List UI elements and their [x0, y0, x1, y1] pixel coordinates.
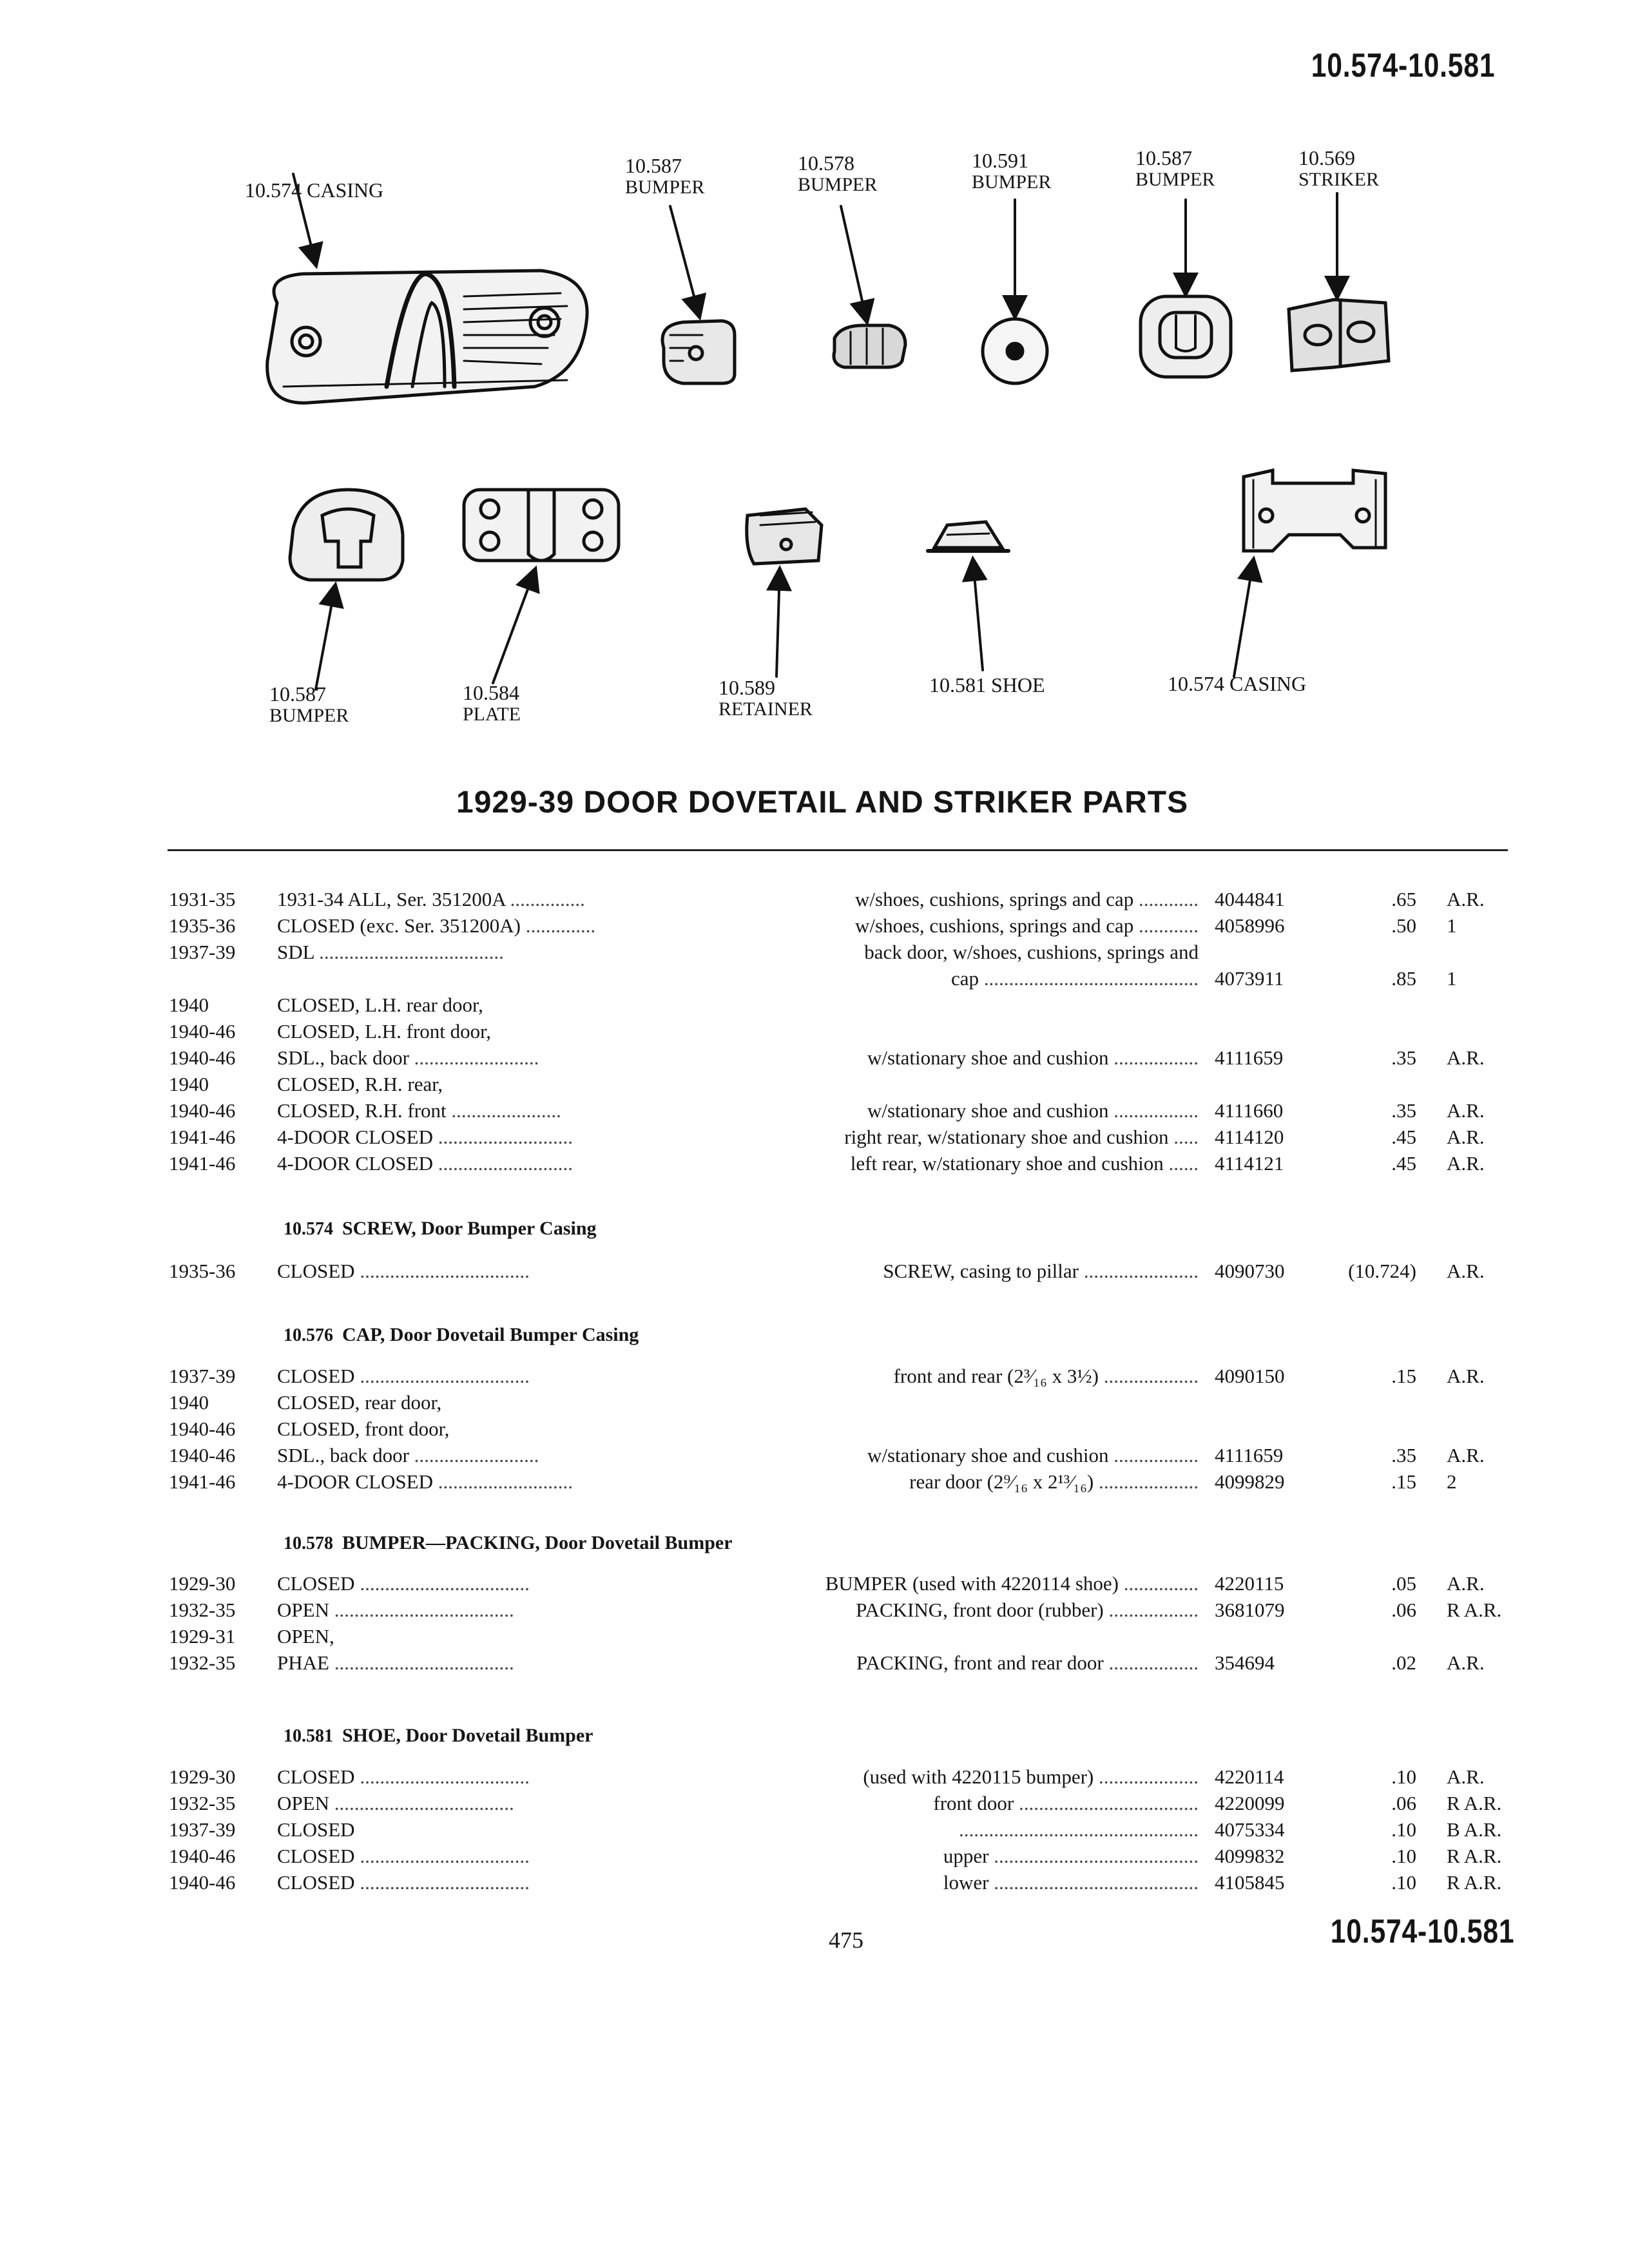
label-name: BUMPER: [972, 171, 1052, 193]
dot-leader: ......: [1163, 1152, 1199, 1175]
label-name: BUMPER: [798, 174, 878, 195]
section-heading: [284, 1218, 597, 1240]
dot-leader: ...............: [1119, 1572, 1199, 1595]
description-cell: [863, 1765, 1199, 1789]
label-num: 10.587: [625, 154, 682, 177]
quantity-cell: 2: [1447, 1470, 1457, 1493]
dot-leader: ...............: [505, 888, 585, 910]
table-row: [0, 1651, 1629, 1678]
dot-leader: ..................................: [354, 1365, 530, 1387]
quantity-cell: A.R.: [1447, 888, 1485, 910]
model-cell: [277, 1470, 573, 1494]
bumper-591-drawing: [983, 200, 1047, 383]
dot-leader: .........................: [409, 1046, 539, 1069]
plate-drawing: [464, 490, 619, 683]
label-name: CASING: [1229, 672, 1307, 695]
quantity-cell: A.R.: [1447, 1099, 1485, 1122]
model-cell: [277, 1152, 573, 1175]
part-number-cell: 4114120: [1215, 1126, 1284, 1148]
model-cell: [277, 1625, 334, 1648]
dot-leader: .................: [1108, 1444, 1199, 1466]
part-number-cell: 4111659: [1215, 1444, 1284, 1466]
year-cell: 1940: [169, 1391, 209, 1414]
bumper-587-bottom-drawing: [290, 490, 403, 689]
dot-leader: ..................................: [354, 1572, 530, 1595]
price-cell: .06: [1391, 1792, 1416, 1814]
price-cell: .06: [1391, 1599, 1416, 1621]
part-number-cell: 3681079: [1215, 1599, 1285, 1621]
model-text: CLOSED: [277, 1871, 355, 1894]
quantity-cell: A.R.: [1447, 1152, 1485, 1175]
quantity-cell: A.R.: [1447, 1365, 1485, 1387]
table-row: [0, 1599, 1629, 1625]
year-cell: 1929-31: [169, 1625, 236, 1648]
model-text: OPEN: [277, 1792, 329, 1814]
part-number-cell: 4099829: [1215, 1470, 1285, 1493]
dot-leader: .................: [1108, 1046, 1199, 1069]
footer-range: 10.574-10.581: [1330, 1913, 1514, 1950]
description-text: BUMPER (used with 4220114 shoe): [825, 1572, 1119, 1595]
year-cell: 1932-35: [169, 1792, 236, 1814]
description-text: upper: [943, 1845, 989, 1867]
dot-leader: ..................................: [354, 1845, 530, 1867]
section-heading: [284, 1324, 639, 1346]
table-row: [0, 1099, 1629, 1126]
quantity-cell: 1: [1447, 967, 1457, 990]
description-cell: [883, 1260, 1199, 1283]
year-cell: 1932-35: [169, 1651, 236, 1674]
dot-leader: ....................................: [329, 1599, 514, 1621]
bumper-587-drawing: [662, 206, 735, 383]
section-title: SCREW, Door Bumper Casing: [342, 1218, 597, 1239]
part-number-cell: 4044841: [1215, 888, 1285, 910]
description-text: w/stationary shoe and cushion: [867, 1444, 1109, 1466]
quantity-cell: R A.R.: [1447, 1871, 1502, 1894]
dot-leader: .........................................: [988, 1845, 1199, 1867]
part-number-cell: 4220099: [1215, 1792, 1285, 1814]
description-cell: [855, 914, 1199, 937]
table-row: [0, 1073, 1629, 1099]
dot-leader: ..................................: [354, 1260, 530, 1282]
dot-leader: ...........................: [432, 1152, 573, 1175]
model-cell: [277, 1572, 530, 1595]
year-cell: 1940-46: [169, 1020, 236, 1043]
description-text: lower: [943, 1871, 989, 1894]
year-cell: 1935-36: [169, 1260, 236, 1282]
description-text: front door: [933, 1792, 1014, 1814]
model-text: CLOSED: [277, 1818, 355, 1841]
model-text: 4-DOOR CLOSED: [277, 1470, 433, 1493]
quantity-cell: R A.R.: [1447, 1845, 1502, 1867]
section-heading: [284, 1725, 593, 1747]
label-bumper-587-bottom: [269, 683, 349, 727]
model-text: 4-DOOR CLOSED: [277, 1126, 433, 1148]
year-cell: 1931-35: [169, 888, 236, 910]
label-num: 10.587: [269, 682, 326, 706]
bumper-587b-drawing: [1141, 200, 1231, 377]
description-cell: [867, 1099, 1199, 1122]
label-casing-bottom: [1168, 673, 1306, 695]
table-row: [0, 1818, 1629, 1845]
description-cell: [851, 1152, 1199, 1175]
description-cell: [933, 1792, 1199, 1815]
price-cell: .02: [1391, 1651, 1416, 1674]
description-cell: [856, 1651, 1199, 1675]
table-row: [0, 1260, 1629, 1286]
part-number-cell: 4114121: [1215, 1152, 1284, 1175]
title-rule: [168, 849, 1508, 851]
description-cell: [894, 1365, 1199, 1388]
model-text: CLOSED, R.H. rear,: [277, 1073, 443, 1095]
model-text: CLOSED: [277, 1365, 355, 1387]
price-cell: .15: [1391, 1365, 1416, 1387]
model-cell: [277, 1818, 355, 1841]
label-shoe: [929, 674, 1045, 696]
model-text: CLOSED: [277, 1845, 355, 1867]
section-number: 10.576: [284, 1325, 333, 1345]
model-text: CLOSED, R.H. front: [277, 1099, 447, 1122]
description-text: back door, w/shoes, cushions, springs and: [864, 941, 1199, 963]
label-bumper-591: [972, 149, 1051, 193]
model-text: 1931-34 ALL, Ser. 351200A: [277, 888, 505, 910]
price-cell: .35: [1391, 1444, 1416, 1466]
label-num: 10.587: [1135, 146, 1192, 169]
price-cell: .10: [1391, 1845, 1416, 1867]
model-text: CLOSED, L.H. rear door,: [277, 994, 483, 1016]
label-name: RETAINER: [718, 698, 813, 720]
table-row: [0, 1845, 1629, 1871]
part-number-cell: 4111660: [1215, 1099, 1284, 1122]
model-cell: [277, 1260, 530, 1283]
model-cell: [277, 1871, 530, 1894]
section-number: 10.578: [284, 1533, 333, 1553]
dot-leader: ..................................: [354, 1871, 530, 1894]
table-row: [0, 914, 1629, 941]
model-text: SDL: [277, 941, 314, 963]
label-striker: [1298, 147, 1379, 191]
description-text: PACKING, front and rear door: [856, 1651, 1104, 1674]
table-row: [0, 1444, 1629, 1470]
year-cell: 1937-39: [169, 1365, 236, 1387]
description-cell: [855, 888, 1199, 911]
model-cell: [277, 1599, 514, 1622]
year-cell: 1940-46: [169, 1099, 236, 1122]
label-retainer: [718, 677, 813, 720]
description-text: SCREW, casing to pillar: [883, 1260, 1079, 1282]
dot-leader: .................: [1108, 1099, 1199, 1122]
dot-leader: .........................: [409, 1444, 539, 1466]
dot-leader: ..................................: [354, 1765, 530, 1788]
price-cell: .10: [1391, 1818, 1416, 1841]
label-bumper-578: [798, 152, 877, 196]
year-cell: 1941-46: [169, 1152, 236, 1175]
model-text: CLOSED (exc. Ser. 351200A): [277, 914, 521, 937]
description-cell: [856, 1599, 1199, 1622]
description-cell: [867, 1444, 1199, 1467]
label-name: PLATE: [463, 704, 521, 725]
year-cell: 1937-39: [169, 1818, 236, 1841]
price-cell: .15: [1391, 1470, 1416, 1493]
table-row: [0, 1572, 1629, 1599]
section-number: 10.574: [284, 1219, 333, 1239]
table-row: [0, 994, 1629, 1020]
part-number-cell: 4111659: [1215, 1046, 1284, 1069]
quantity-cell: B A.R.: [1447, 1818, 1502, 1841]
label-num: 10.584: [463, 681, 519, 704]
dot-leader: ..................: [1103, 1651, 1199, 1674]
price-cell: .45: [1391, 1152, 1416, 1175]
model-text: SDL., back door: [277, 1444, 409, 1466]
price-cell: .35: [1391, 1046, 1416, 1069]
page-header-range: 10.574-10.581: [1311, 47, 1495, 84]
label-num: 10.581: [929, 673, 986, 697]
year-cell: 1935-36: [169, 914, 236, 937]
label-name: BUMPER: [1135, 169, 1215, 190]
table-row: [0, 1365, 1629, 1391]
model-cell: [277, 1765, 530, 1789]
year-cell: 1929-30: [169, 1572, 236, 1595]
section-heading: [284, 1532, 733, 1554]
quantity-cell: 1: [1447, 914, 1457, 937]
label-num: 10.574: [1168, 672, 1224, 695]
price-cell: .85: [1391, 967, 1416, 990]
model-cell: [277, 1099, 561, 1122]
model-text: CLOSED, rear door,: [277, 1391, 442, 1414]
model-cell: [277, 1845, 530, 1868]
table-row: [0, 1470, 1629, 1497]
label-num: 10.574: [245, 178, 302, 202]
quantity-cell: A.R.: [1447, 1046, 1485, 1069]
table-row: [0, 1126, 1629, 1152]
model-cell: [277, 994, 483, 1017]
label-name: BUMPER: [625, 177, 705, 198]
dot-leader: .....................................: [314, 941, 504, 963]
description-text: w/shoes, cushions, springs and cap: [855, 888, 1134, 910]
part-number-cell: 4058996: [1215, 914, 1285, 937]
table-row: [0, 1152, 1629, 1178]
label-num: 10.569: [1298, 146, 1355, 169]
table-row: [0, 888, 1629, 914]
quantity-cell: R A.R.: [1447, 1792, 1502, 1814]
year-cell: 1932-35: [169, 1599, 236, 1621]
model-text: OPEN,: [277, 1625, 334, 1648]
description-text: left rear, w/stationary shoe and cushion: [850, 1152, 1164, 1175]
model-text: CLOSED, front door,: [277, 1418, 450, 1440]
table-row: [0, 1391, 1629, 1418]
label-num: 10.578: [798, 151, 854, 175]
model-text: CLOSED: [277, 1260, 355, 1282]
quantity-cell: A.R.: [1447, 1651, 1485, 1674]
dot-leader: ....................: [1094, 1765, 1199, 1788]
shoe-drawing: [928, 522, 1008, 670]
dot-leader: ..............: [520, 914, 596, 937]
model-cell: [277, 1365, 530, 1388]
model-cell: [277, 1126, 573, 1149]
price-cell: .50: [1391, 914, 1416, 937]
page-title: 1929-39 DOOR DOVETAIL AND STRIKER PARTS: [456, 785, 1189, 820]
model-cell: [277, 888, 585, 911]
model-text: 4-DOOR CLOSED: [277, 1152, 433, 1175]
quantity-cell: A.R.: [1447, 1444, 1485, 1466]
description-cell: [909, 1470, 1199, 1494]
label-name: BUMPER: [269, 705, 349, 726]
model-text: CLOSED: [277, 1572, 355, 1595]
model-cell: [277, 1073, 443, 1096]
table-row: [0, 967, 1629, 994]
description-cell: [864, 941, 1199, 964]
dot-leader: .........................................: [988, 1871, 1199, 1894]
parts-illustration: [0, 0, 1629, 741]
year-cell: 1937-39: [169, 941, 236, 963]
description-text: w/stationary shoe and cushion: [867, 1046, 1109, 1069]
description-cell: [959, 1818, 1199, 1841]
description-text: front and rear (2³⁄₁₆ x 3½): [893, 1365, 1099, 1387]
dot-leader: ....................................: [329, 1792, 514, 1814]
dot-leader: .......................: [1079, 1260, 1199, 1282]
model-cell: [277, 1391, 441, 1414]
description-cell: [844, 1126, 1199, 1149]
model-cell: [277, 1792, 514, 1815]
year-cell: 1940: [169, 1073, 209, 1095]
part-number-cell: 4090730: [1215, 1260, 1285, 1282]
dot-leader: ....................................: [329, 1651, 514, 1674]
table-row: [0, 941, 1629, 967]
model-text: SDL., back door: [277, 1046, 409, 1069]
dot-leader: ............: [1133, 914, 1199, 937]
year-cell: 1941-46: [169, 1470, 236, 1493]
part-number-cell: 354694: [1215, 1651, 1275, 1674]
description-text: cap: [950, 967, 979, 990]
year-cell: 1940-46: [169, 1444, 236, 1466]
year-cell: 1941-46: [169, 1126, 236, 1148]
part-number-cell: 4220115: [1215, 1572, 1284, 1595]
table-row: [0, 1046, 1629, 1073]
model-text: OPEN: [277, 1599, 329, 1621]
label-bumper-587: [625, 155, 704, 198]
dot-leader: ............: [1133, 888, 1199, 910]
table-row: [0, 1418, 1629, 1444]
part-number-cell: 4220114: [1215, 1765, 1284, 1788]
description-cell: [951, 967, 1199, 990]
model-text: PHAE: [277, 1651, 329, 1674]
model-cell: [277, 1444, 539, 1467]
dot-leader: ..................: [1103, 1599, 1199, 1621]
description-text: rear door (2⁹⁄₁₆ x 2¹³⁄₁₆): [909, 1470, 1094, 1493]
model-cell: [277, 941, 504, 964]
description-text: w/stationary shoe and cushion: [867, 1099, 1109, 1122]
part-number-cell: 4105845: [1215, 1871, 1285, 1894]
label-num: 10.591: [972, 149, 1028, 172]
price-cell: .35: [1391, 1099, 1416, 1122]
dot-leader: ....................................: [1014, 1792, 1199, 1814]
model-text: CLOSED, L.H. front door,: [277, 1020, 491, 1043]
price-cell: .10: [1391, 1871, 1416, 1894]
label-casing-top: [245, 179, 383, 201]
model-cell: [277, 914, 595, 937]
quantity-cell: R A.R.: [1447, 1599, 1502, 1621]
description-cell: [943, 1871, 1199, 1894]
table-row: [0, 1792, 1629, 1818]
dot-leader: ....................: [1094, 1470, 1199, 1493]
table-row: [0, 1625, 1629, 1651]
label-name: SHOE: [991, 673, 1045, 697]
dot-leader: ................................................: [959, 1818, 1199, 1841]
year-cell: 1940: [169, 994, 209, 1016]
year-cell: 1940-46: [169, 1845, 236, 1867]
label-num: 10.589: [718, 676, 775, 699]
section-title: SHOE, Door Dovetail Bumper: [342, 1725, 593, 1746]
year-cell: 1940-46: [169, 1046, 236, 1069]
year-cell: 1940-46: [169, 1871, 236, 1894]
section-title: CAP, Door Dovetail Bumper Casing: [342, 1324, 639, 1345]
price-cell: .65: [1391, 888, 1416, 910]
description-cell: [943, 1845, 1199, 1868]
dot-leader: .....: [1168, 1126, 1199, 1148]
quantity-cell: A.R.: [1447, 1765, 1485, 1788]
description-text: PACKING, front door (rubber): [856, 1599, 1104, 1621]
part-number-cell: 4073911: [1215, 967, 1284, 990]
casing-drawing: [267, 174, 587, 403]
bumper-578-drawing: [834, 206, 905, 367]
description-text: right rear, w/stationary shoe and cushion: [844, 1126, 1169, 1148]
table-row: [0, 1020, 1629, 1046]
model-cell: [277, 1418, 449, 1441]
dot-leader: ...........................: [432, 1126, 573, 1148]
description-cell: [867, 1046, 1199, 1070]
table-row: [0, 1871, 1629, 1898]
price-cell: .05: [1391, 1572, 1416, 1595]
part-number-cell: 4099832: [1215, 1845, 1285, 1867]
page-number: 475: [829, 1927, 863, 1953]
year-cell: 1929-30: [169, 1765, 236, 1788]
price-cell: .45: [1391, 1126, 1416, 1148]
description-text: (used with 4220115 bumper): [863, 1765, 1094, 1788]
price-cell: (10.724): [1348, 1260, 1416, 1282]
description-text: w/shoes, cushions, springs and cap: [855, 914, 1134, 937]
label-name: CASING: [307, 178, 384, 202]
dot-leader: ......................: [446, 1099, 561, 1122]
striker-drawing: [1289, 193, 1389, 370]
year-cell: 1940-46: [169, 1418, 236, 1440]
price-cell: .10: [1391, 1765, 1416, 1788]
quantity-cell: A.R.: [1447, 1260, 1485, 1282]
quantity-cell: A.R.: [1447, 1572, 1485, 1595]
model-cell: [277, 1651, 514, 1675]
quantity-cell: A.R.: [1447, 1126, 1485, 1148]
model-cell: [277, 1046, 539, 1070]
casing-bottom-drawing: [1234, 470, 1385, 677]
section-number: 10.581: [284, 1726, 333, 1746]
table-row: [0, 1765, 1629, 1792]
dot-leader: ...........................: [432, 1470, 573, 1493]
section-title: BUMPER—PACKING, Door Dovetail Bumper: [342, 1532, 733, 1553]
retainer-drawing: [747, 509, 822, 677]
description-cell: [825, 1572, 1199, 1595]
part-number-cell: 4090150: [1215, 1365, 1285, 1387]
dot-leader: ...........................................: [979, 967, 1199, 990]
model-cell: [277, 1020, 491, 1043]
label-plate: [463, 682, 521, 726]
model-text: CLOSED: [277, 1765, 355, 1788]
label-bumper-587b: [1135, 147, 1215, 191]
label-name: STRIKER: [1298, 169, 1380, 190]
part-number-cell: 4075334: [1215, 1818, 1285, 1841]
dot-leader: ...................: [1099, 1365, 1199, 1387]
